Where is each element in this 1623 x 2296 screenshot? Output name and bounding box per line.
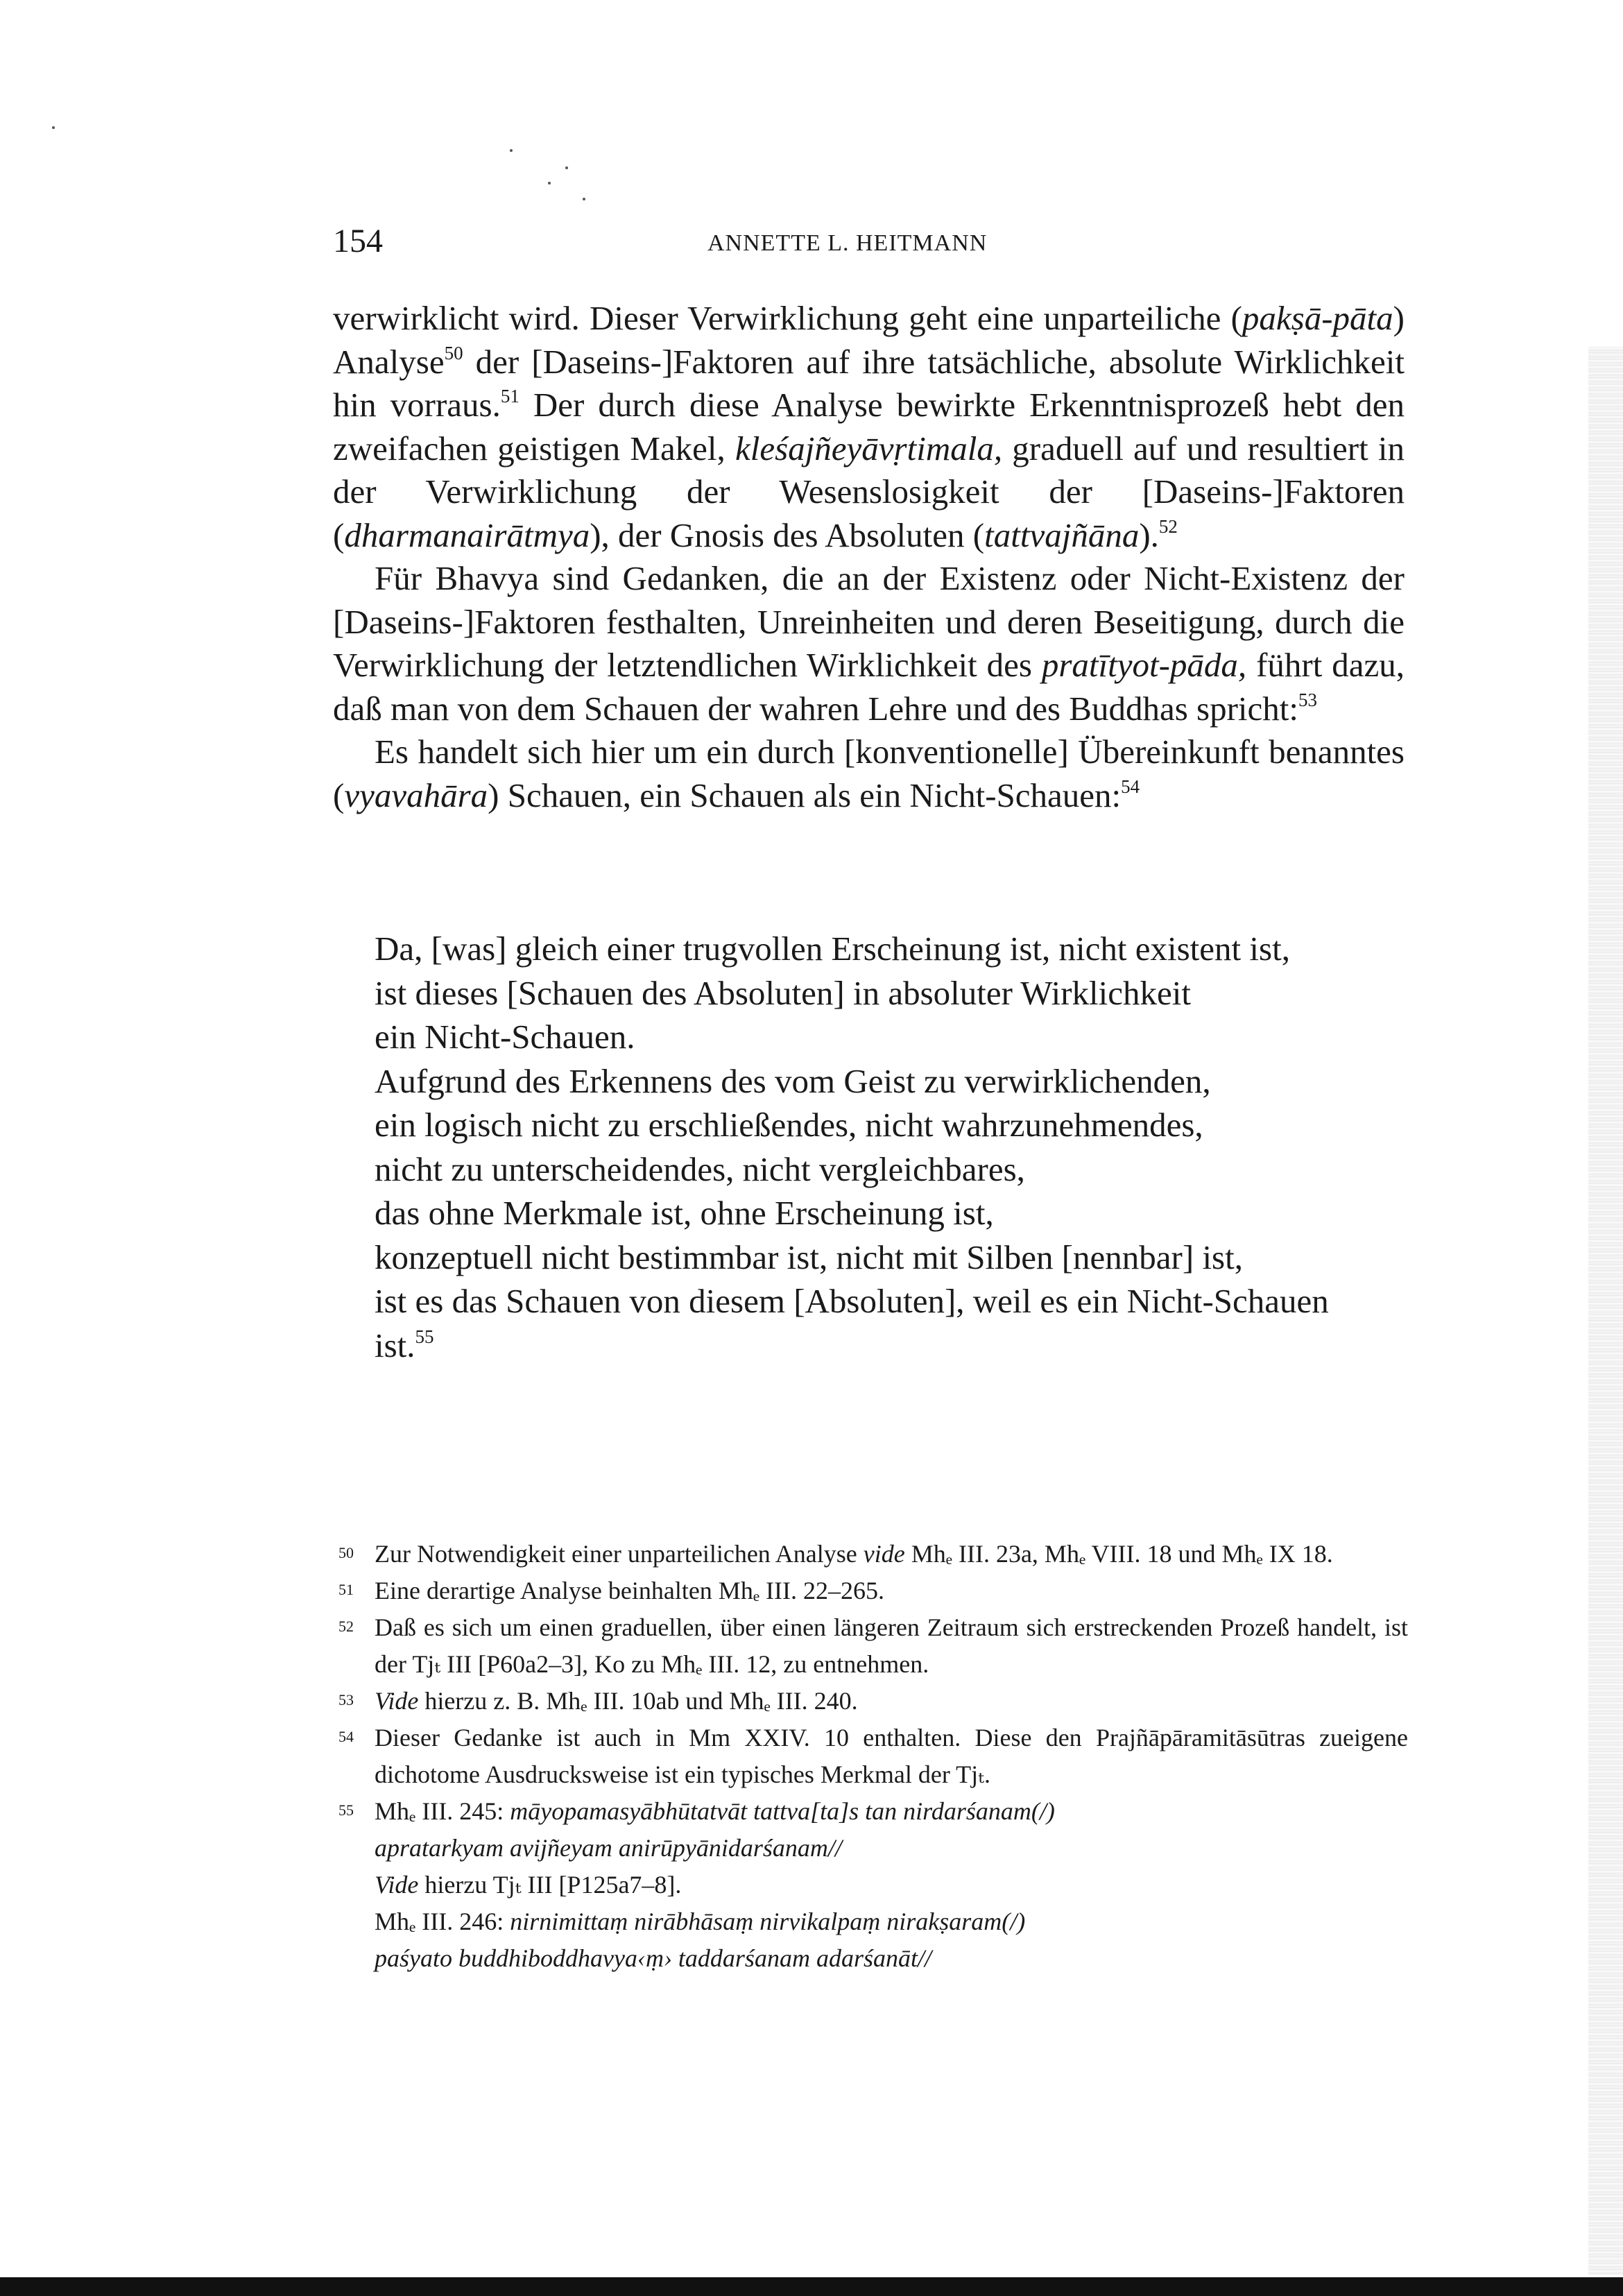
verse-line: ist es das Schauen von diesem [Absoluten], weil es ein Nicht-Schauen: [375, 1282, 1329, 1320]
footnote-line: paśyato buddhiboddhavya‹ṃ› taddarśanam adarśanāt//: [375, 1944, 931, 1972]
footnote-54: 54 Dieser Gedanke ist auch in Mm XXIV. 10 enthalten. Diese den Prajñāpāramitāsūtras zueigene dichotome Ausdrucksweise ist ein typisches Merkmal der Tjₜ.: [333, 1720, 1408, 1793]
scan-edge-shadow: [1588, 347, 1623, 2275]
footnote-line: apratarkyam avijñeyam anirūpyānidarśanam//: [375, 1834, 842, 1862]
footnote-number: 54: [338, 1728, 354, 1745]
footnote-number: 55: [338, 1801, 354, 1819]
footnote-52: 52 Daß es sich um einen graduellen, über einen längeren Zeitraum sich erstreckenden Prozeß handelt, ist der Tjₜ III [P60a2–3], Ko zu Mhₑ III. 12, zu entnehmen.: [333, 1609, 1408, 1683]
footnotes: [333, 1536, 1408, 1977]
footnote-51: 51 Eine derartige Analyse beinhalten Mhₑ III. 22–265.: [333, 1573, 1408, 1609]
footnote-number: 51: [338, 1581, 354, 1598]
footnote-55: [333, 1793, 1408, 1977]
footnote-line: Mhₑ III. 245: māyopamasyābhūtatvāt tattva[ta]s tan nirdarśanam(/): [375, 1797, 1055, 1825]
scan-bottom-border: [0, 2277, 1623, 2296]
page-header: [0, 222, 1623, 271]
paragraph: verwirklicht wird. Dieser Verwirklichung geht eine unparteiliche (pakṣā-pāta) Analyse$^{50}$ der [Daseins-]Faktoren auf ihre tatsächliche, absolute Wirklichkeit hin vorraus.$^{51}$ Der durch diese Analyse bewirkte Erkenntnisprozeß hebt den zweifachen geistigen Makel, kleśajñeyāvṛtimala, graduell auf und resultiert in der Verwirklichung der Wesenslosigkeit der [Daseins-]Faktoren (dharmanairātmya), der Gnosis des Absoluten (tattvajñāna).$^{52}$: [333, 299, 1405, 554]
page-number: 154: [333, 223, 383, 259]
paragraph: Es handelt sich hier um ein durch [konventionelle] Übereinkunft benanntes (vyavahāra) Schauen, ein Schauen als ein Nicht-Schauen:$^{54}$: [333, 733, 1405, 814]
footnote-line: Mhₑ III. 246: nirnimittaṃ nirābhāsaṃ nirvikalpaṃ nirakṣaram(/): [375, 1908, 1026, 1935]
body-text: [333, 297, 1405, 817]
verse-line: konzeptuell nicht bestimmbar ist, nicht mit Silben [nennbar] ist,: [375, 1237, 1243, 1276]
verse-line: das ohne Merkmale ist, ohne Erscheinung ist,: [375, 1194, 994, 1232]
footnote-number: 53: [338, 1691, 354, 1708]
footnote-line: Vide hierzu Tjₜ III [P125a7–8].: [375, 1871, 682, 1899]
footnote-ref: 55: [415, 1326, 434, 1347]
verse-line: ist.$^{55}$: [375, 1326, 434, 1364]
verse-line: ein Nicht-Schauen.: [375, 1018, 635, 1056]
verse-line: ist dieses [Schauen des Absoluten] in absoluter Wirklichkeit: [375, 973, 1191, 1012]
verse-line: Da, [was] gleich einer trugvollen Erscheinung ist, nicht existent ist,: [375, 929, 1290, 968]
footnote-number: 50: [338, 1544, 354, 1561]
scan-speck: [510, 149, 513, 152]
running-head: ANNETTE L. HEITMANN: [707, 230, 988, 256]
verse-line: Aufgrund des Erkennens des vom Geist zu verwirklichenden,: [375, 1061, 1211, 1100]
footnote-53: 53 Vide hierzu z. B. Mhₑ III. 10ab und Mhₑ III. 240.: [333, 1683, 1408, 1720]
footnote-ref: 54: [1121, 776, 1140, 797]
footnote-ref: 50: [444, 342, 463, 363]
scan-speck: [583, 198, 585, 200]
scan-speck: [548, 182, 551, 185]
footnote-number: 52: [338, 1618, 354, 1635]
verse-line: ein logisch nicht zu erschließendes, nicht wahrzunehmendes,: [375, 1106, 1203, 1144]
scan-speck: [565, 166, 568, 169]
scan-speck: [52, 126, 55, 129]
footnote-50: 50 Zur Notwendigkeit einer unparteilichen Analyse vide Mhₑ III. 23a, Mhₑ VIII. 18 und Mhₑ IX 18.: [333, 1536, 1408, 1573]
footnote-ref: 51: [500, 386, 519, 406]
footnote-ref: 52: [1158, 515, 1178, 537]
footnote-ref: 53: [1298, 689, 1318, 710]
verse-quotation: [375, 927, 1443, 1367]
verse-line: nicht zu unterscheidendes, nicht vergleichbares,: [375, 1149, 1025, 1188]
paragraph: Für Bhavya sind Gedanken, die an der Existenz oder Nicht-Existenz der [Daseins-]Faktoren festhalten, Unreinheiten und deren Beseitigung, durch die Verwirklichung der letztendlichen Wirklichkeit des pratītyot-pāda, führt dazu, daß man von dem Schauen der wahren Lehre und des Buddhas spricht:$^{53}$: [333, 559, 1405, 728]
